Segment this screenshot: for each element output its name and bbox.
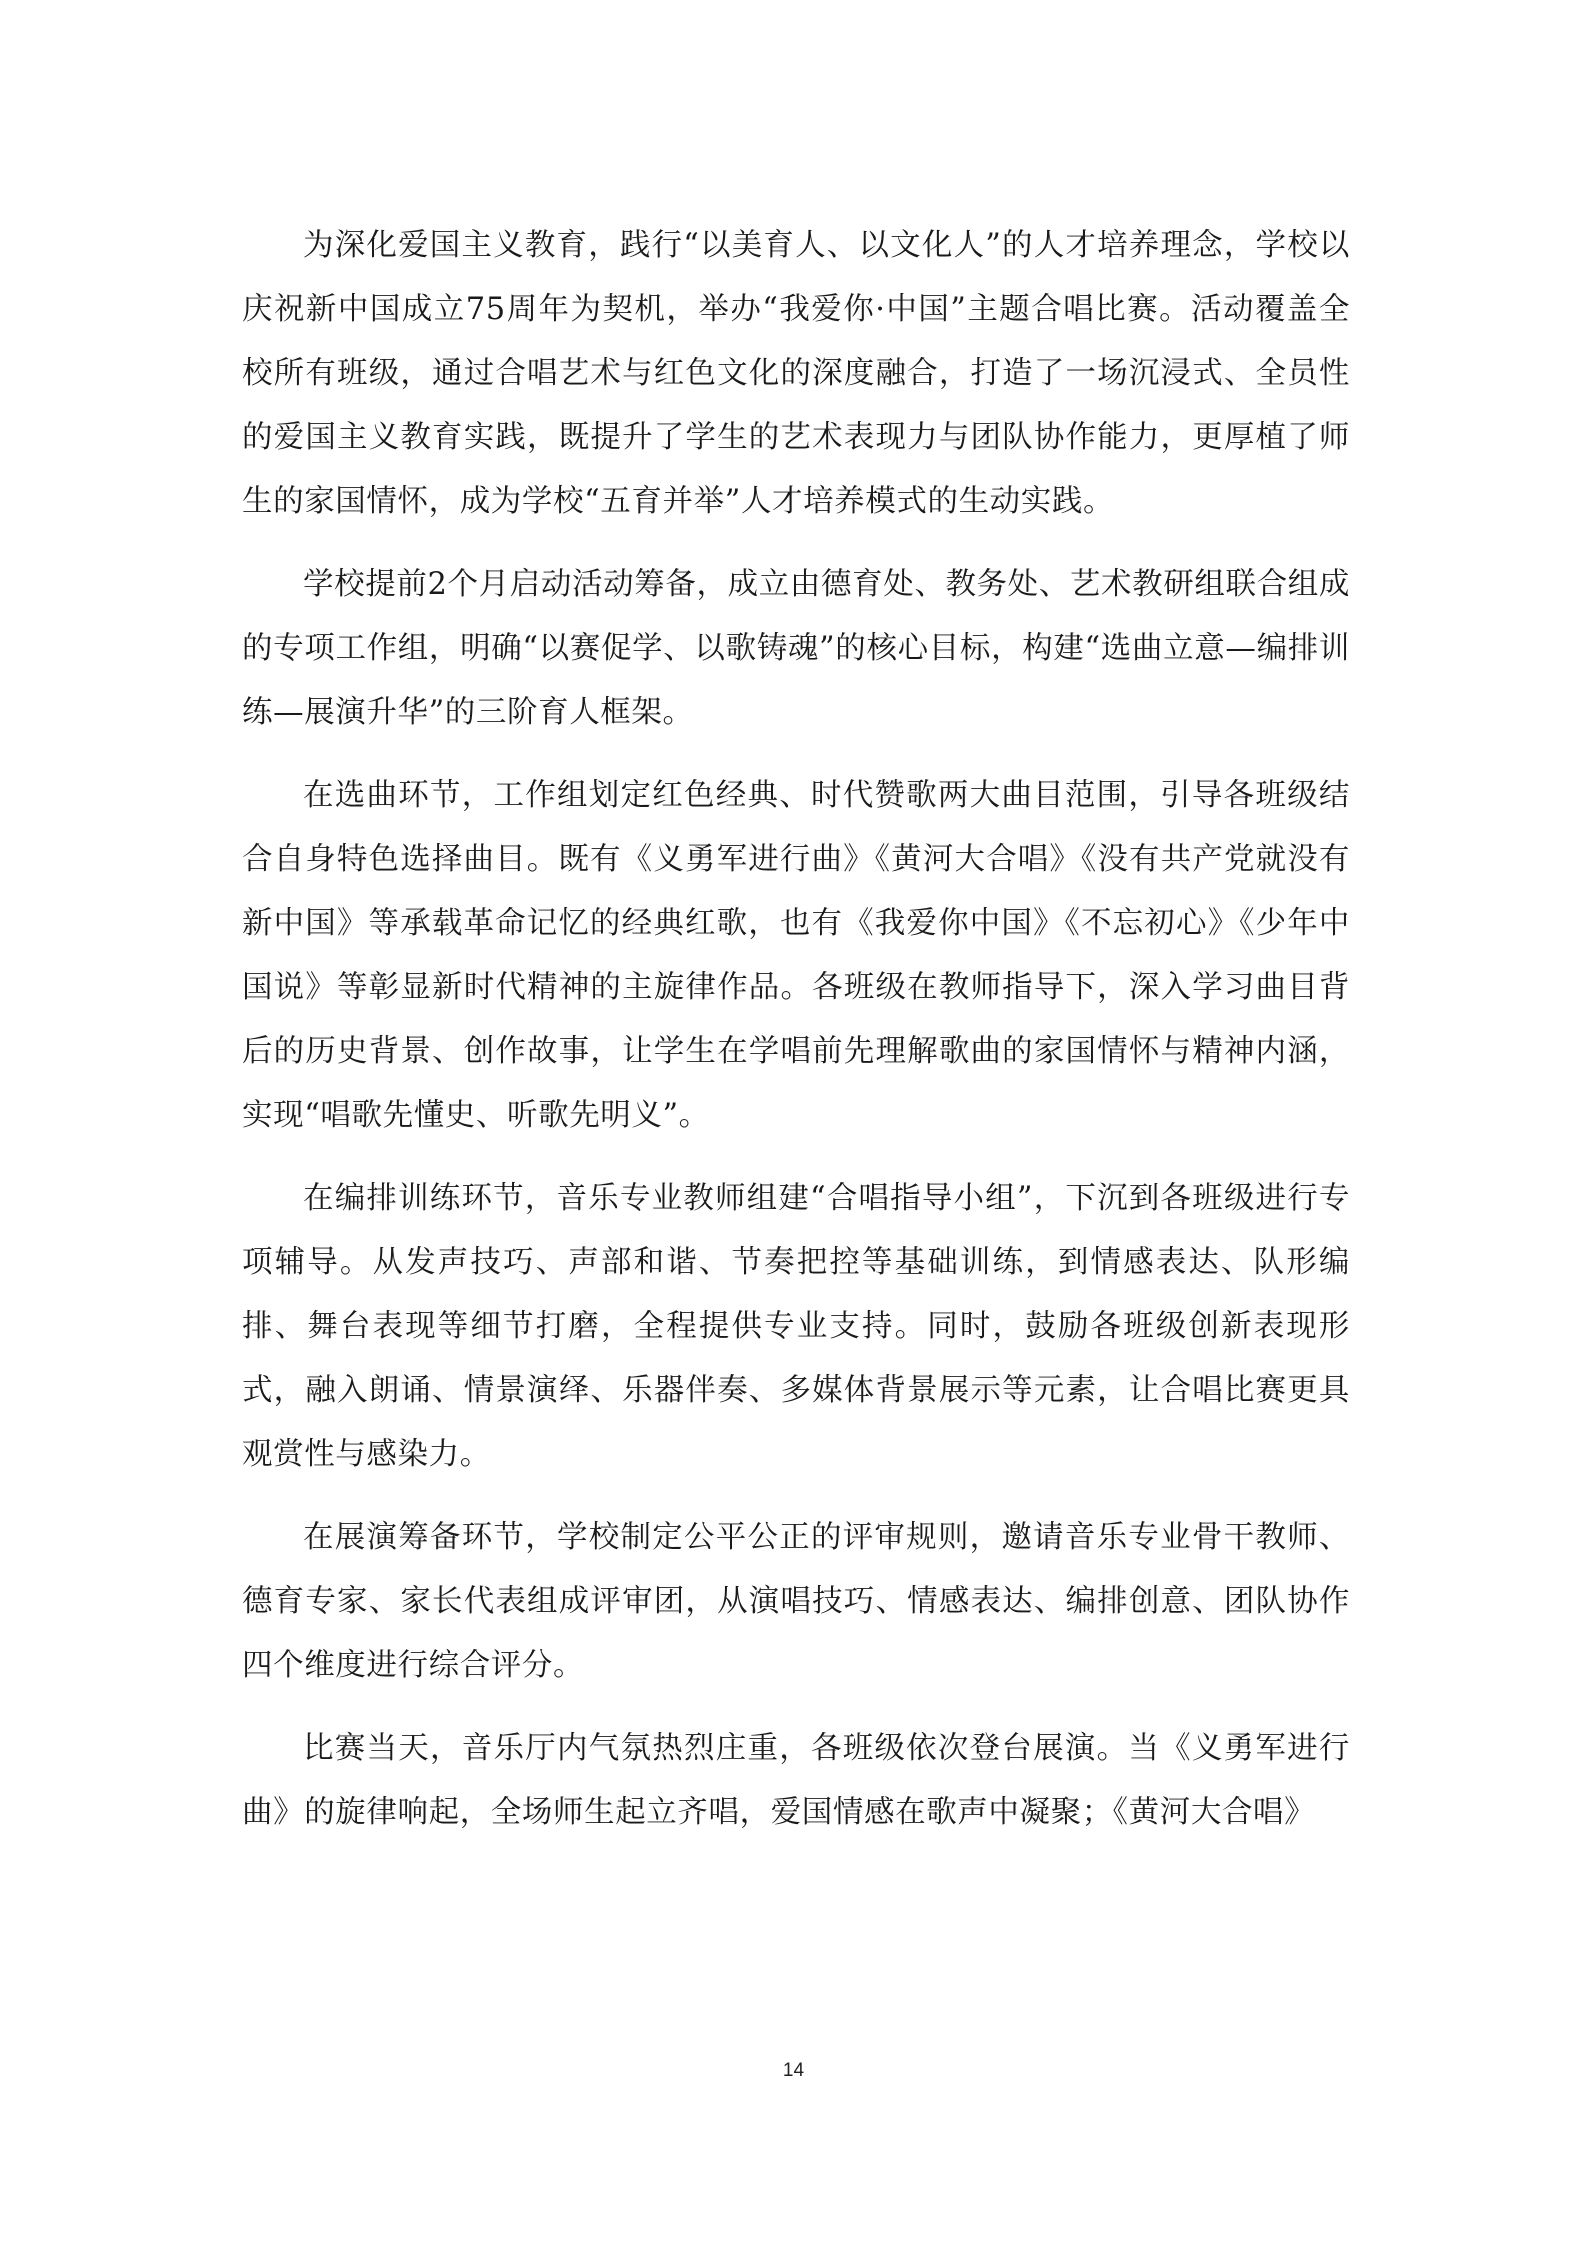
paragraph-5: 在展演筹备环节，学校制定公平公正的评审规则，邀请音乐专业骨干教师、德育专家、家长代表组成评审团，从演唱技巧、情感表达、编排创意、团队协作四个维度进行综合评分。	[242, 1520, 1350, 1683]
paragraph-3: 在选曲环节，工作组划定红色经典、时代赞歌两大曲目范围，引导各班级结合自身特色选择曲目。既有《义勇军进行曲》《黄河大合唱》《没有共产党就没有新中国》等承载革命记忆的经典红歌，也有《我爱你中国》《不忘初心》《少年中国说》等彰显新时代精神的主旋律作品。各班级在教师指导下，深入学习曲目背后的历史背景、创作故事，让学生在学唱前先理解歌曲的家国情怀与精神内涵，实现“唱歌先懂史、听歌先明义”。	[242, 778, 1350, 1133]
paragraph-2: 学校提前2个月启动活动筹备，成立由德育处、教务处、艺术教研组联合组成的专项工作组，明确“以赛促学、以歌铸魂”的核心目标，构建“选曲立意—编排训练—展演升华”的三阶育人框架。	[242, 567, 1350, 730]
paragraph-6: 比赛当天，音乐厅内气氛热烈庄重，各班级依次登台展演。当《义勇军进行曲》的旋律响起，全场师生起立齐唱，爱国情感在歌声中凝聚；《黄河大合唱》	[242, 1731, 1350, 1830]
paragraph-1: 为深化爱国主义教育，践行“以美育人、以文化人”的人才培养理念，学校以庆祝新中国成立75周年为契机，举办“我爱你·中国”主题合唱比赛。活动覆盖全校所有班级，通过合唱艺术与红色文化的深度融合，打造了一场沉浸式、全员性的爱国主义教育实践，既提升了学生的艺术表现力与团队协作能力，更厚植了师生的家国情怀，成为学校“五育并举”人才培养模式的生动实践。	[242, 228, 1350, 519]
body-text	[242, 214, 1350, 1864]
page-number: 14	[782, 2060, 805, 2081]
paragraph-4: 在编排训练环节，音乐专业教师组建“合唱指导小组”，下沉到各班级进行专项辅导。从发声技巧、声部和谐、节奏把控等基础训练，到情感表达、队形编排、舞台表现等细节打磨，全程提供专业支持。同时，鼓励各班级创新表现形式，融入朗诵、情景演绎、乐器伴奏、多媒体背景展示等元素，让合唱比赛更具观赏性与感染力。	[242, 1181, 1350, 1472]
